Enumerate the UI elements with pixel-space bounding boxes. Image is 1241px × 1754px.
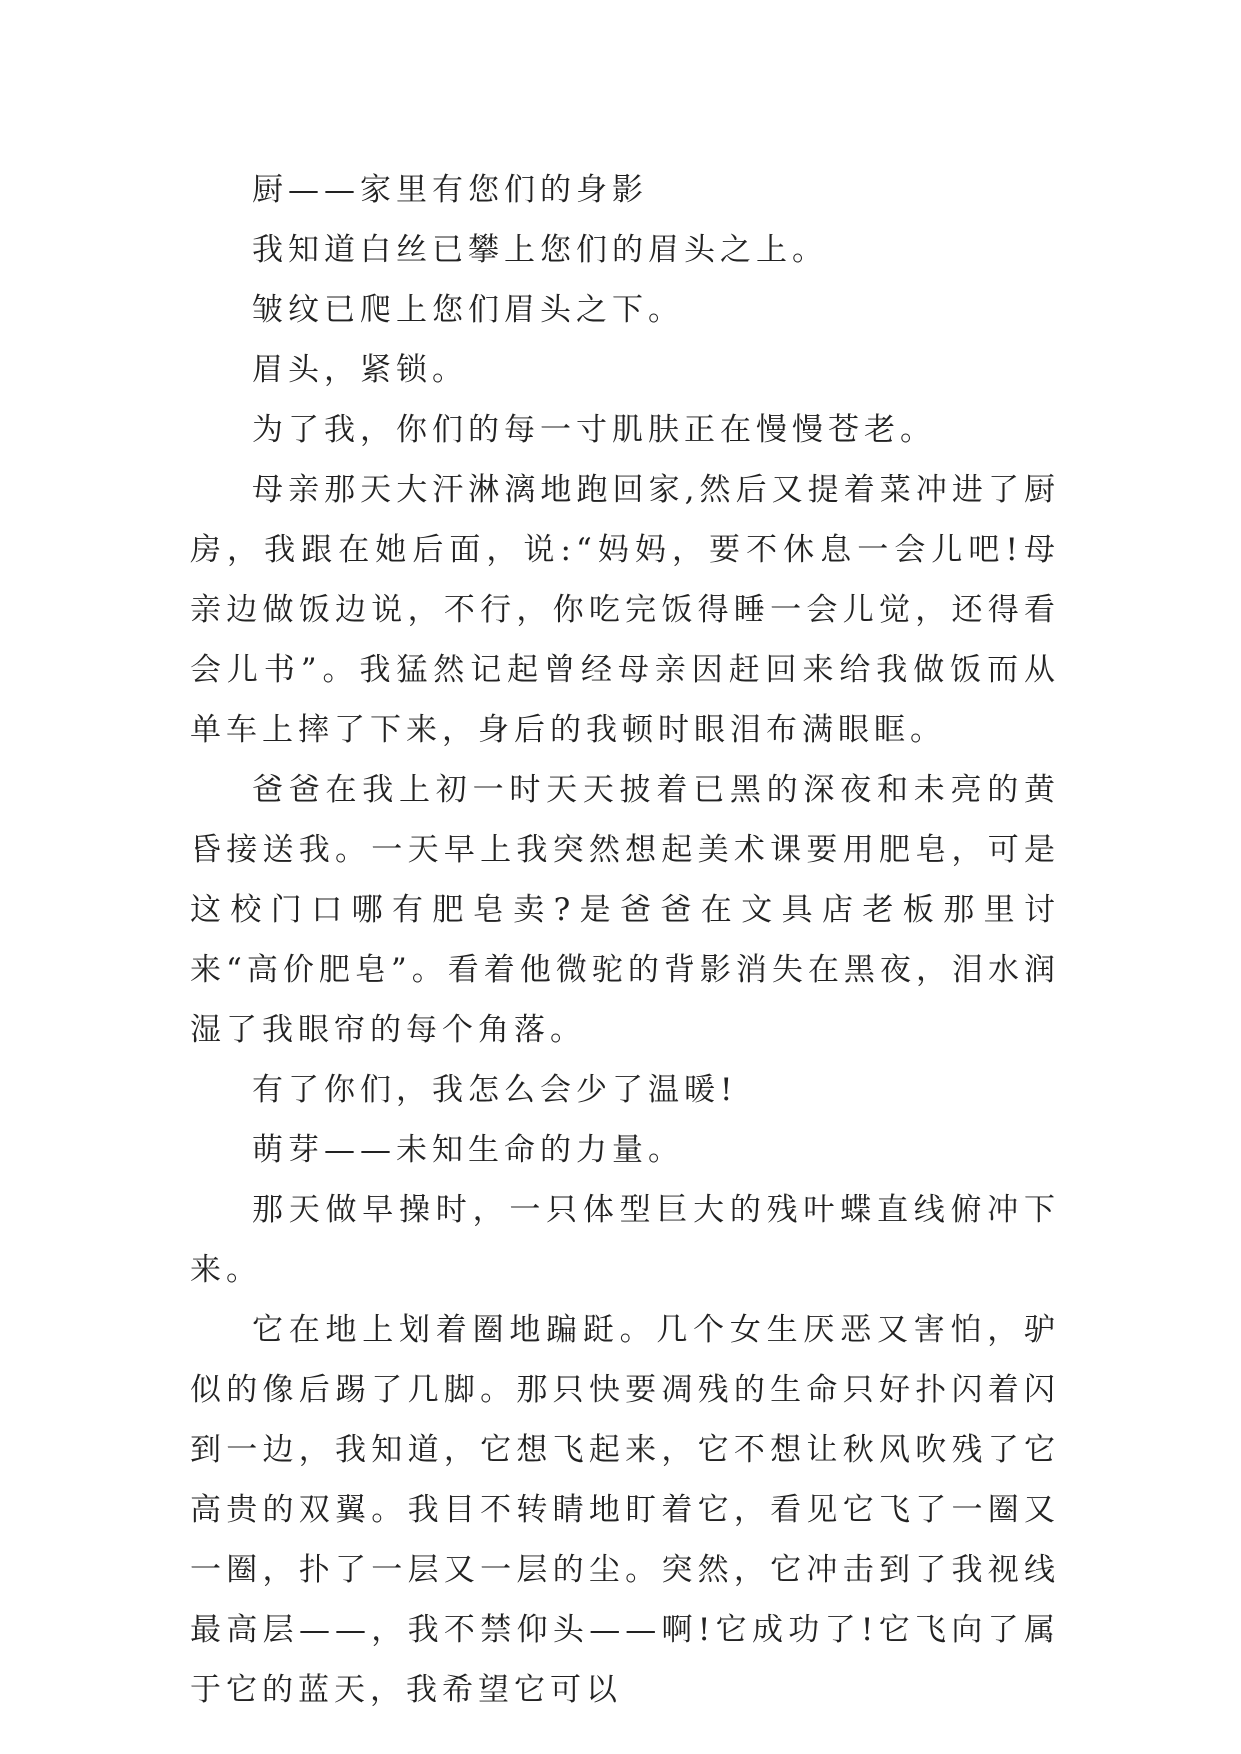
paragraph-butterfly-dive: 那天做早操时，一只体型巨大的残叶蝶直线俯冲下来。 xyxy=(190,1192,1060,1288)
paragraph-sprout-heading: 萌芽——未知生命的力量。 xyxy=(252,1132,684,1168)
paragraph-kitchen-heading: 厨——家里有您们的身影 xyxy=(252,172,648,208)
paragraph-mother: 母亲那天大汗淋漓地跑回家,然后又提着菜冲进了厨房，我跟在她后面，说:“妈妈，要不休息一会儿吧!母亲边做饭边说，不行，你吃完饭得睡一会儿觉，还得看会儿书”。我猛然记起曾经母亲因赶回来给我做饭而从单车上摔了下来，身后的我顿时眼泪布满眼眶。 xyxy=(190,472,1060,748)
paragraph-father: 爸爸在我上初一时天天披着已黑的深夜和未亮的黄昏接送我。一天早上我突然想起美术课要用肥皂，可是这校门口哪有肥皂卖?是爸爸在文具店老板那里讨来“高价肥皂”。看着他微驼的背影消失在黑夜，泪水润湿了我眼帘的每个角落。 xyxy=(190,772,1060,1048)
paragraph-wrinkles: 皱纹已爬上您们眉头之下。 xyxy=(252,292,684,328)
paragraph-aging: 为了我，你们的每一寸肌肤正在慢慢苍老。 xyxy=(252,412,936,448)
paragraph-warmth: 有了你们，我怎么会少了温暖! xyxy=(252,1072,738,1108)
paragraph-butterfly-flight: 它在地上划着圈地蹁跹。几个女生厌恶又害怕，驴似的像后踢了几脚。那只快要凋残的生命只好扑闪着闪到一边，我知道，它想飞起来，它不想让秋风吹残了它高贵的双翼。我目不转睛地盯着它，看见它飞了一圈又一圈，扑了一层又一层的尘。突然，它冲击到了我视线最高层——，我不禁仰头——啊!它成功了!它飞向了属于它的蓝天，我希望它可以 xyxy=(190,1312,1060,1708)
paragraph-white-hair: 我知道白丝已攀上您们的眉头之上。 xyxy=(252,232,828,268)
document-body xyxy=(190,160,1060,1720)
paragraph-brows: 眉头，紧锁。 xyxy=(252,352,468,388)
